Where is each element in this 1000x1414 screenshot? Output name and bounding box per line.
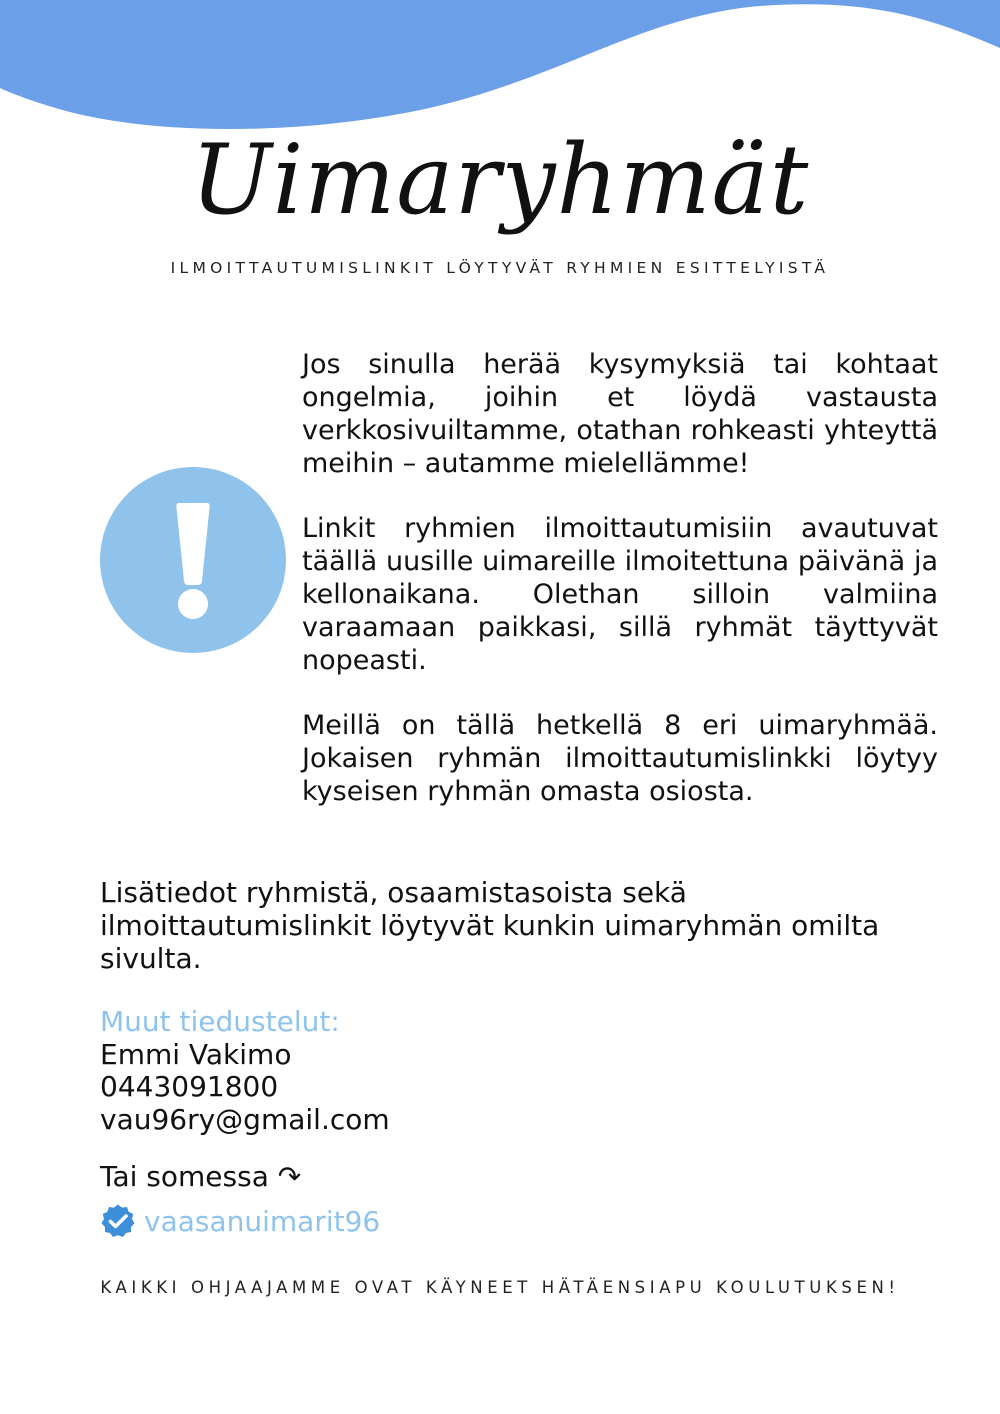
contact-name: Emmi Vakimo xyxy=(100,1037,292,1071)
footer-note: KAIKKI OHJAAJAMME OVAT KÄYNEET HÄTÄENSIAPU KOULUTUKSEN! xyxy=(100,1278,900,1297)
social-handle-link[interactable] xyxy=(100,1201,380,1241)
intro-paragraphs xyxy=(302,348,938,840)
paragraph-registration-links: Linkit ryhmien ilmoittautumisiin avautuvat täällä uusille uimareille ilmoitettuna päivänä ja kellonaikana. Olethan silloin valmiina varaamaan paikkasi, sillä ryhmät täyttyvät nopeasti. xyxy=(302,513,938,676)
paragraph-contact-us: Jos sinulla herää kysymyksiä tai kohtaat ongelmia, joihin et löydä vastausta verkkosivuiltamme, otathan rohkeasti yhteyttä meihin – autamme mielellämme! xyxy=(302,349,938,479)
contact-heading: Muut tiedustelut: xyxy=(100,1005,340,1038)
exclamation-circle-icon xyxy=(100,467,286,653)
verified-badge-icon xyxy=(100,1203,136,1239)
social-label: Tai somessa ↷ xyxy=(100,1160,302,1193)
contact-email[interactable]: vau96ry@gmail.com xyxy=(100,1102,390,1136)
contact-phone[interactable]: 0443091800 xyxy=(100,1070,279,1103)
info-paragraph: Lisätiedot ryhmistä, osaamistasoista sekä ilmoittautumislinkit löytyvät kunkin uimaryhmän omilta sivulta. xyxy=(100,876,880,975)
social-handle[interactable]: vaasanuimarit96 xyxy=(144,1204,381,1238)
paragraph-group-count: Meillä on tällä hetkellä 8 eri uimaryhmää. Jokaisen ryhmän ilmoittautumislinkki löytyy kyseisen ryhmän omasta osiosta. xyxy=(302,710,938,807)
page-subtitle: ILMOITTAUTUMISLINKIT LÖYTYVÄT RYHMIEN ESITTELYISTÄ xyxy=(170,259,830,277)
contact-block xyxy=(100,1006,900,1136)
page-title: Uimaryhmät xyxy=(190,124,810,236)
